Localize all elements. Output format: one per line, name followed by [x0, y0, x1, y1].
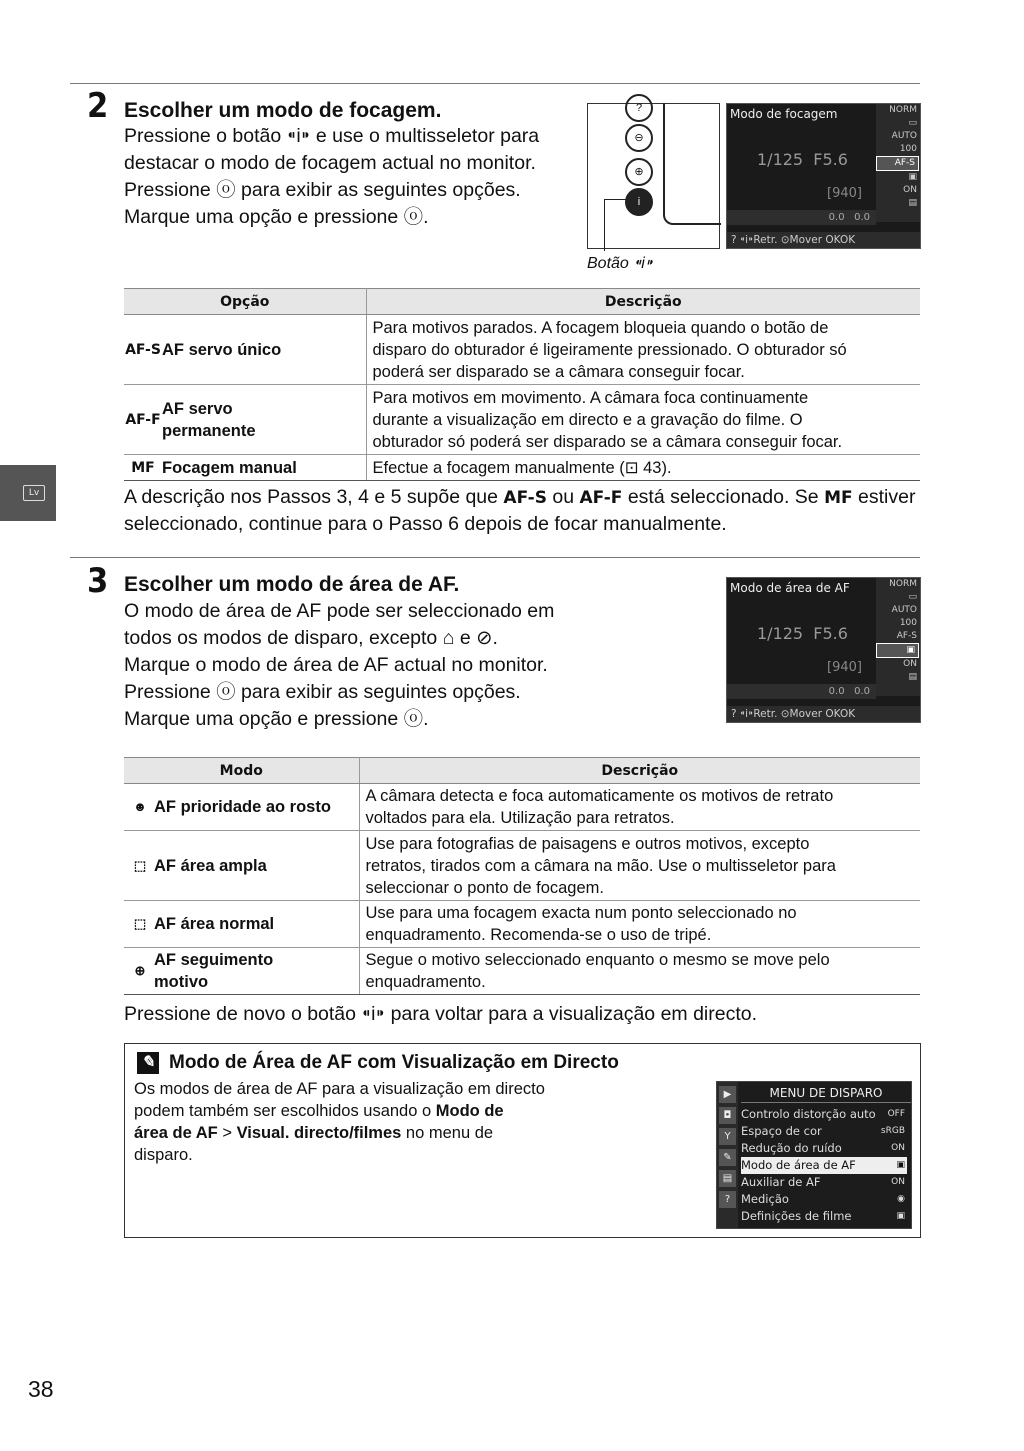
camera-menu-icon: ◘: [719, 1107, 736, 1124]
help-icon: ?: [719, 1191, 736, 1208]
page-number: 38: [28, 1376, 54, 1402]
section-divider-top: [70, 83, 920, 84]
menu-item-selected: Modo de área de AF ▣: [741, 1158, 905, 1172]
note-title: Modo de Área de AF com Visualização em Directo: [169, 1052, 619, 1073]
face-priority-icon: ☻: [133, 799, 147, 815]
highlighted-focus-option: AF-S: [876, 156, 919, 171]
af-s-icon: AF-S: [125, 341, 161, 358]
menu-item: Definições de filme ▣: [741, 1209, 905, 1223]
subject-tracking-icon: ⊕: [134, 963, 146, 978]
step-2-instructions: Pressione o botão ⁌i⁍ e use o multisseletor para destacar o modo de focagem actual no monitor. Pressione ⓞ para exibir as seguintes opções. Marque uma opção e pressione ⓞ.: [124, 125, 540, 228]
step-3-instructions: O modo de área de AF pode ser seleccionado em todos os modos de disparo, excepto ⌂ e ⊘. Marque o modo de área de AF actual no monitor. Pressione ⓞ para exibir as seguintes opções. Marque uma opção e pressione ⓞ.: [124, 600, 555, 730]
live-view-icon: Lv: [23, 485, 45, 501]
menu-item: Redução do ruído ON: [741, 1141, 905, 1155]
retouch-menu-icon: ✎: [719, 1149, 736, 1166]
table-header-description: Descrição: [359, 758, 920, 784]
table-row: ⬚ AF área ampla Use para fotografias de paisagens e outros motivos, excepto retratos, tirados com a câmara na mão. Use o multisseletor para seleccionar o ponto de focagem.: [124, 831, 920, 901]
table-header-description: Descrição: [366, 289, 920, 315]
table-row: ⊕ AF seguimento motivo Segue o motivo seleccionado enquanto o mesmo se move pelo enquadramento.: [124, 948, 920, 995]
wide-area-icon: ⬚: [133, 857, 147, 873]
menu-item: Espaço de cor sRGB: [741, 1124, 905, 1138]
table-row: AF-SAF servo único Para motivos parados. A focagem bloqueia quando o botão de disparo do obturador é ligeiramente pressionado. O obturador só poderá ser disparado se a câmara conseguir focar.: [124, 315, 920, 385]
my-menu-icon: ▤: [719, 1170, 736, 1187]
menu-item: Medição ◉: [741, 1192, 905, 1206]
camera-body-illustration: ? ⊖ ⊕ i: [587, 103, 720, 249]
step-3-note: Pressione de novo o botão ⁌i⁍ para voltar para a visualização em directo.: [124, 1003, 758, 1025]
step-3-number: 3: [87, 561, 109, 601]
highlighted-af-area-option: ▣: [876, 643, 919, 658]
playback-menu-icon: ▶: [719, 1086, 736, 1103]
focus-mode-screen: Modo de focagem 1/125 F5.6 [940] NORM ▭ AUTO 100 AF-S ▣ ON ▤ 0.0 0.0 ? ⁌i⁍Retr. ⊙Mover OKOK: [726, 103, 921, 249]
af-area-mode-table: [124, 757, 920, 995]
table-row: AF-F AF servo permanente Para motivos em movimento. A câmara foca continuamente durante a visualização em directo e a gravação do filme. O obturador só poderá ser disparado se a câmara conseguir focar.: [124, 385, 920, 455]
focus-mode-table: [124, 288, 920, 481]
step-2-title: Escolher um modo de focagem.: [124, 99, 442, 122]
live-view-section-tab: [0, 465, 56, 521]
caption-leader-line: [604, 199, 605, 251]
table-row: ⬚ AF área normal Use para uma focagem exacta num ponto seleccionado no enquadramento. Recomenda-se o uso de tripé.: [124, 901, 920, 948]
note-pencil-icon: ✎: [137, 1052, 159, 1074]
table-header-option: Opção: [124, 289, 366, 315]
note-text: Os modos de área de AF para a visualização em directo podem também ser escolhidos usando o Modo de área de AF > Visual. directo/filmes no menu de disparo.: [134, 1080, 545, 1164]
table-row: MF Focagem manual Efectue a focagem manualmente (⊡ 43).: [124, 455, 920, 481]
menu-item: Controlo distorção auto OFF: [741, 1107, 905, 1121]
step-3-title: Escolher um modo de área de AF.: [124, 573, 460, 596]
af-area-mode-screen: Modo de área de AF 1/125 F5.6 [940] NORM ▭ AUTO 100 AF-S ▣ ON ▤ 0.0 0.0 ? ⁌i⁍Retr. ⊙Mover OKOK: [726, 577, 921, 723]
button-caption: Botão ⁌i⁍: [587, 255, 653, 272]
step-2-note: A descrição nos Passos 3, 4 e 5 supõe que AF-S ou AF-F está seleccionado. Se MF estiver seleccionado, continue para o Passo 6 depois de focar manualmente.: [124, 486, 916, 535]
section-divider-middle: [70, 557, 920, 558]
info-button-icon: i: [625, 188, 653, 216]
custom-settings-icon: Y: [719, 1128, 736, 1145]
mf-icon: MF: [131, 459, 155, 476]
af-f-icon: AF-F: [125, 411, 161, 428]
table-row: ☻ AF prioridade ao rosto A câmara detecta e foca automaticamente os motivos de retrato voltados para ela. Utilização para retratos.: [124, 784, 920, 831]
normal-area-icon: ⬚: [133, 916, 147, 932]
menu-item: Auxiliar de AF ON: [741, 1175, 905, 1189]
shooting-menu-screen: ▶ ◘ Y ✎ ▤ ? MENU DE DISPARO Controlo distorção auto OFF Espaço de cor sRGB Redução do ruído ON Modo de área de AF ▣ Auxiliar de AF ON Medição ◉ Definições de filme ▣: [716, 1081, 912, 1229]
step-2-number: 2: [87, 86, 109, 126]
table-header-mode: Modo: [124, 758, 359, 784]
caption-leader-line: [604, 199, 629, 200]
